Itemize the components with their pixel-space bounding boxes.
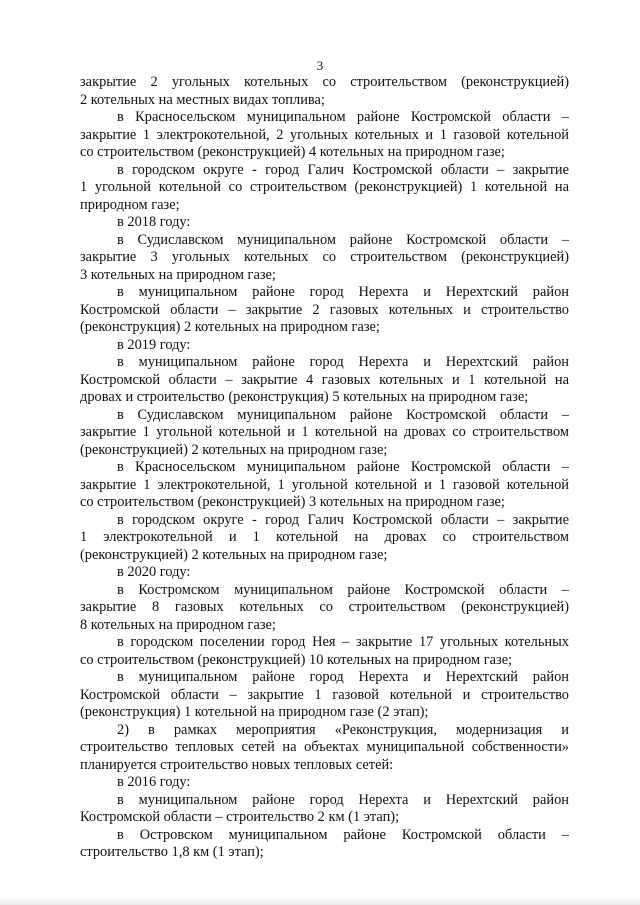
- text-line: в муниципальном районе город Нерехта и Нерехтский район: [117, 791, 569, 808]
- text-line: планируется строительство новых тепловых сетей:: [80, 756, 394, 773]
- text-line: (реконструкцией) 2 котельных на природном газе;: [80, 441, 388, 458]
- text-line: в Судиславском муниципальном районе Костромской области –: [117, 406, 569, 423]
- text-line: 3 котельных на природном газе;: [80, 266, 276, 283]
- text-line: в Красносельском муниципальном районе Костромской области –: [117, 459, 569, 475]
- text-line: в 2018 году:: [117, 214, 191, 230]
- text-line: со строительством (реконструкцией) 4 котельных на природном газе;: [80, 144, 505, 160]
- text-line: природном газе;: [80, 196, 180, 213]
- text-line: закрытие 2 угольных котельных со строительством (реконструкцией): [80, 74, 569, 90]
- text-line: в 2019 году:: [117, 336, 191, 353]
- text-line: 8 котельных на природном газе;: [80, 616, 276, 633]
- text-line: в Судиславском муниципальном районе Костромской области –: [117, 231, 569, 248]
- text-line: закрытие 8 газовых котельных со строительством (реконструкцией): [80, 599, 569, 615]
- text-line: закрытие 1 электрокотельной, 2 угольных котельных и 1 газовой котельной: [80, 126, 569, 143]
- text-line: 1 угольной котельной со строительством (реконструкцией) 1 котельной на: [80, 179, 569, 195]
- text-line: Костромской области – закрытие 2 газовых котельных и строительство: [80, 301, 569, 318]
- text-line: (реконструкция) 1 котельной на природном газе (2 этап);: [80, 704, 429, 720]
- text-line: в 2020 году:: [117, 564, 191, 580]
- page-number: 3: [316, 58, 324, 73]
- scan-bottom-edge: [0, 895, 640, 905]
- text-line: 2) в рамках мероприятия «Реконструкция, модернизация и: [117, 721, 569, 738]
- text-line: в муниципальном районе город Нерехта и Нерехтский район: [117, 284, 569, 300]
- text-line: в Костромском муниципальном районе Костромской области –: [117, 581, 569, 598]
- text-line: 2 котельных на местных видах топлива;: [80, 91, 325, 108]
- text-line: строительство тепловых сетей на объектах муниципальной собственности»: [80, 739, 569, 755]
- text-line: 1 электрокотельной и 1 котельной на дровах со строительством: [80, 529, 569, 545]
- document-body: [80, 74, 569, 862]
- text-line: (реконструкция) 2 котельных на природном газе;: [80, 319, 380, 335]
- text-line: строительство 1,8 км (1 этап);: [80, 844, 264, 860]
- text-line: в городском поселении город Нея – закрытие 17 угольных котельных: [117, 634, 569, 650]
- text-line: Костромской области – закрытие 4 газовых котельных и 1 котельной на: [80, 371, 569, 388]
- text-line: в городском округе - город Галич Костромской области – закрытие: [117, 161, 569, 178]
- text-line: дровах и строительство (реконструкция) 5 котельных на природном газе;: [80, 389, 529, 405]
- text-line: в городском округе - город Галич Костромской области – закрытие: [117, 511, 569, 528]
- text-line: в муниципальном районе город Нерехта и Нерехтский район: [117, 669, 569, 685]
- text-line: Костромской области – строительство 2 км (1 этап);: [80, 809, 400, 825]
- text-line: в Островском муниципальном районе Костромской области –: [117, 826, 569, 843]
- text-line: закрытие 3 угольных котельных со строительством (реконструкцией): [80, 249, 569, 265]
- text-line: в 2016 году:: [117, 774, 191, 790]
- text-line: в Красносельском муниципальном районе Костромской области –: [117, 109, 569, 125]
- text-line: Костромской области – закрытие 1 газовой котельной и строительство: [80, 686, 569, 703]
- text-line: (реконструкцией) 2 котельных на природном газе;: [80, 546, 388, 563]
- text-line: закрытие 1 угольной котельной и 1 котельной на дровах со строительством: [80, 424, 569, 440]
- text-line: закрытие 1 электрокотельной, 1 угольной котельной и 1 газовой котельной: [80, 476, 569, 493]
- text-line: со строительством (реконструкцией) 3 котельных на природном газе;: [80, 494, 505, 510]
- text-line: в муниципальном районе город Нерехта и Нерехтский район: [117, 354, 569, 370]
- text-line: со строительством (реконструкцией) 10 котельных на природном газе;: [80, 651, 513, 668]
